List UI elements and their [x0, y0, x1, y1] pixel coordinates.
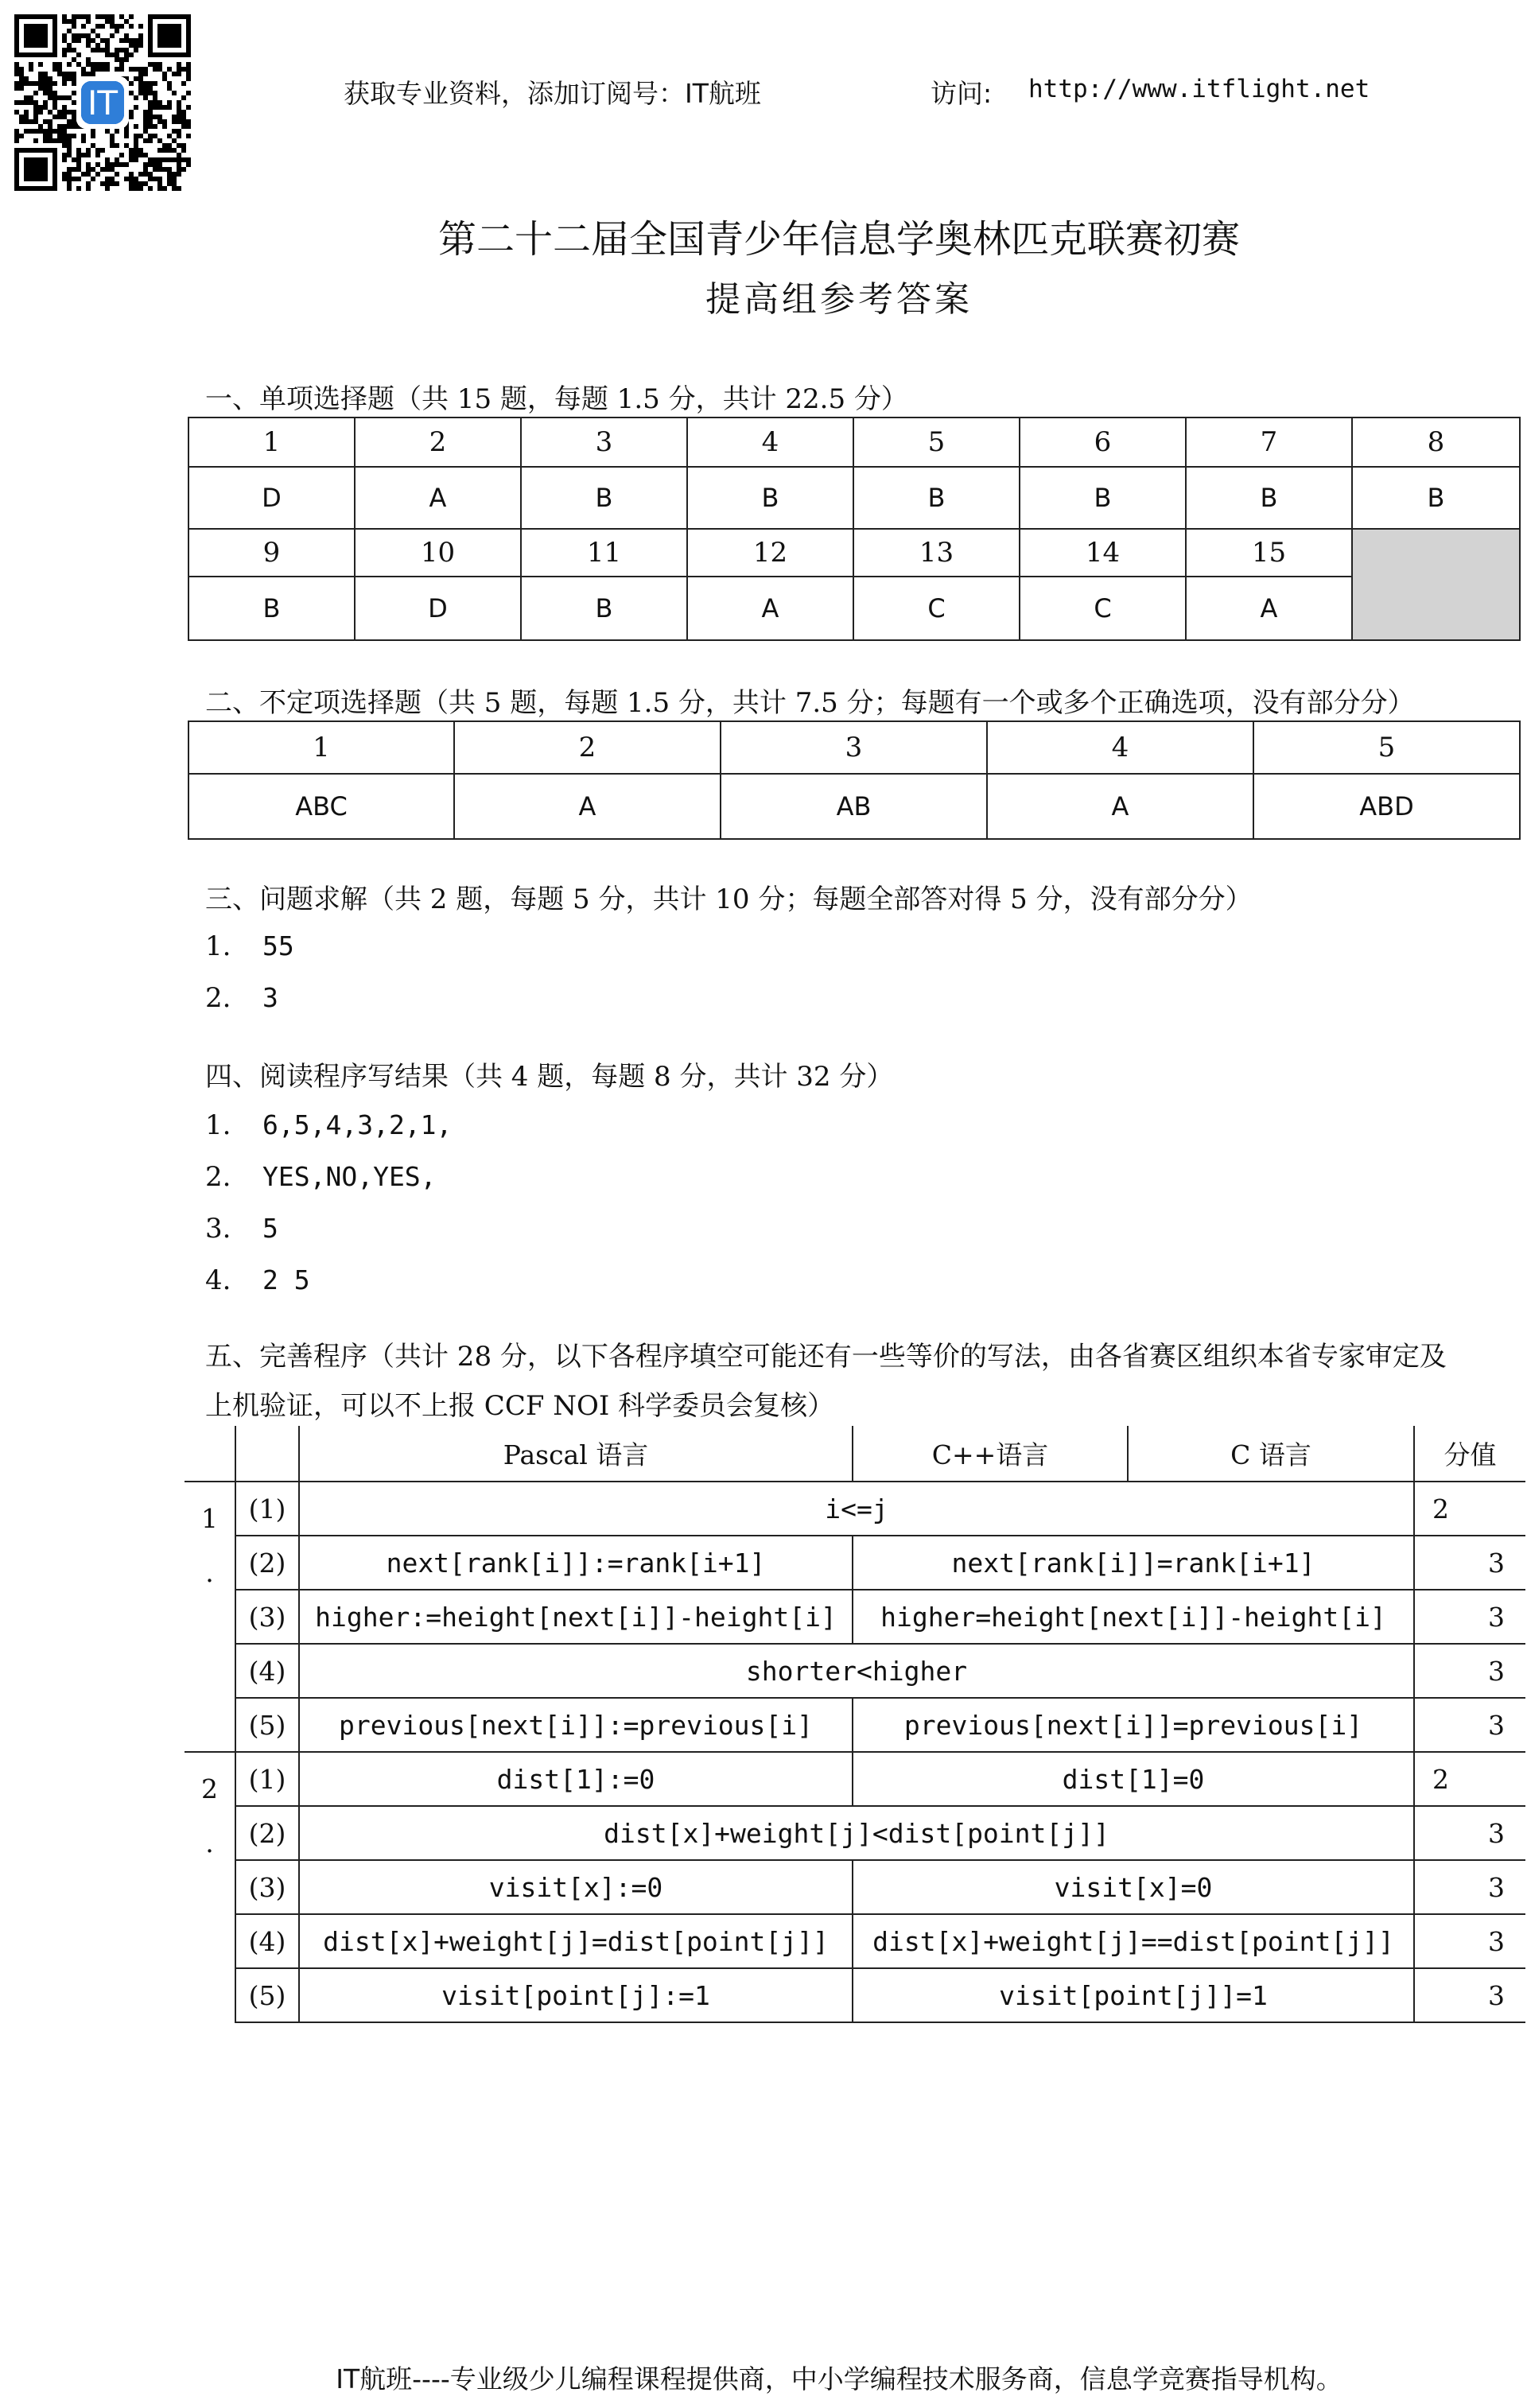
section2-heading: 二、不定项选择题（共 5 题，每题 1.5 分，共计 7.5 分；每题有一个或多个正确选项，没有部分分）	[205, 687, 1415, 719]
item-number: 4.	[205, 1264, 231, 1296]
item-number: 1.	[205, 1109, 231, 1141]
answer-pascal: next[rank[i]]:=rank[i+1]	[299, 1536, 853, 1590]
score-cell: 3	[1414, 1590, 1525, 1644]
question-number: 13	[853, 529, 1020, 577]
score-cell: 3	[1414, 1644, 1525, 1698]
question-number: 8	[1352, 418, 1520, 467]
answer-pascal: dist[x]+weight[j]=dist[point[j]]	[299, 1914, 853, 1968]
score-cell: 3	[1414, 1914, 1525, 1968]
col-header-score: 分值	[1414, 1426, 1525, 1482]
answer-cell: AB	[721, 774, 987, 839]
question-number: 4	[687, 418, 853, 467]
answer-cell: C	[1020, 577, 1186, 640]
svg-text:IT: IT	[87, 84, 119, 122]
question-number: 1	[188, 418, 355, 467]
answer-c-cpp: dist[1]=0	[853, 1752, 1414, 1806]
answer-cell: B	[1186, 467, 1352, 529]
answer-cell: A	[1186, 577, 1352, 640]
question-number: 7	[1186, 418, 1352, 467]
answer-c-cpp: previous[next[i]]=previous[i]	[853, 1698, 1414, 1752]
item-answer: 6,5,4,3,2,1,	[262, 1109, 453, 1140]
row-index: (3)	[235, 1590, 299, 1644]
corner-cell	[185, 1426, 235, 1482]
answer-pascal: higher:=height[next[i]]-height[i]	[299, 1590, 853, 1644]
header-url-link[interactable]: http://www.itflight.net	[1028, 75, 1370, 103]
question-number: 6	[1020, 418, 1186, 467]
multi-choice-table	[188, 720, 1521, 840]
answer-merged: shorter<higher	[299, 1644, 1414, 1698]
row-index: (4)	[235, 1914, 299, 1968]
group-label	[185, 1752, 235, 2022]
row-index: (1)	[235, 1482, 299, 1536]
group-label-part: 2	[201, 1773, 218, 1804]
section4-item-2	[205, 1161, 437, 1193]
page-subtitle: 提高组参考答案	[705, 279, 973, 320]
group-label-part: 1	[201, 1503, 218, 1534]
answer-pascal: previous[next[i]]:=previous[i]	[299, 1698, 853, 1752]
row-index: (1)	[235, 1752, 299, 1806]
question-number: 3	[721, 721, 987, 774]
answer-c-cpp: higher=height[next[i]]-height[i]	[853, 1590, 1414, 1644]
row-index: (4)	[235, 1644, 299, 1698]
item-answer: 2 5	[262, 1264, 310, 1295]
section4-item-3	[205, 1213, 278, 1245]
question-number: 4	[987, 721, 1253, 774]
empty-shaded-cell	[1352, 529, 1520, 640]
question-number: 11	[521, 529, 687, 577]
answer-cell: A	[454, 774, 721, 839]
section3-heading: 三、问题求解（共 2 题，每题 5 分，共计 10 分；每题全部答对得 5 分，没有部分分）	[205, 884, 1253, 915]
question-number: 12	[687, 529, 853, 577]
col-header-cpp: C++语言	[853, 1426, 1128, 1482]
answer-cell: B	[1352, 467, 1520, 529]
group-label-part: .	[205, 1557, 214, 1588]
item-number: 3.	[205, 1213, 231, 1245]
answer-cell: A	[687, 577, 853, 640]
answer-cell: B	[1020, 467, 1186, 529]
page-title: 第二十二届全国青少年信息学奥林匹克联赛初赛	[437, 217, 1240, 262]
answer-cell: A	[987, 774, 1253, 839]
answer-c-cpp: dist[x]+weight[j]==dist[point[j]]	[853, 1914, 1414, 1968]
question-number: 1	[188, 721, 454, 774]
answer-pascal: visit[x]:=0	[299, 1860, 853, 1914]
item-answer: 5	[262, 1213, 278, 1244]
score-cell: 3	[1414, 1806, 1525, 1860]
group-label-part: .	[205, 1827, 214, 1858]
answer-pascal: visit[point[j]:=1	[299, 1968, 853, 2022]
section5-heading-line2: 上机验证，可以不上报 CCF NOI 科学委员会复核）	[205, 1390, 835, 1422]
answer-cell: A	[355, 467, 521, 529]
answer-cell: D	[188, 467, 355, 529]
answer-cell: ABD	[1253, 774, 1520, 839]
header-visit-label: 访问:	[931, 78, 993, 109]
section3-item-2	[205, 982, 278, 1014]
single-choice-table	[188, 417, 1521, 641]
answer-c-cpp: next[rank[i]]=rank[i+1]	[853, 1536, 1414, 1590]
score-cell: 3	[1414, 1536, 1525, 1590]
answer-c-cpp: visit[point[j]]=1	[853, 1968, 1414, 2022]
answer-cell: B	[188, 577, 355, 640]
header-subscribe-text: 获取专业资料，添加订阅号：IT航班	[344, 78, 761, 109]
question-number: 2	[355, 418, 521, 467]
score-cell: 2	[1414, 1752, 1525, 1806]
answer-pascal: dist[1]:=0	[299, 1752, 853, 1806]
item-answer: YES,NO,YES,	[262, 1161, 437, 1192]
row-index: (5)	[235, 1968, 299, 2022]
answer-merged: dist[x]+weight[j]<dist[point[j]]	[299, 1806, 1414, 1860]
question-number: 10	[355, 529, 521, 577]
question-number: 9	[188, 529, 355, 577]
complete-program-table	[185, 1426, 1525, 2023]
score-cell: 3	[1414, 1698, 1525, 1752]
col-header-pascal: Pascal 语言	[299, 1426, 853, 1482]
answer-c-cpp: visit[x]=0	[853, 1860, 1414, 1914]
answer-cell: B	[521, 467, 687, 529]
section4-heading: 四、阅读程序写结果（共 4 题，每题 8 分，共计 32 分）	[205, 1061, 894, 1093]
item-answer: 55	[262, 930, 294, 961]
item-number: 2.	[205, 1161, 231, 1193]
answer-cell: ABC	[188, 774, 454, 839]
section1-heading: 一、单项选择题（共 15 题，每题 1.5 分，共计 22.5 分）	[205, 383, 908, 415]
answer-cell: B	[853, 467, 1020, 529]
corner-cell	[235, 1426, 299, 1482]
section4-item-4	[205, 1264, 310, 1296]
score-cell: 3	[1414, 1860, 1525, 1914]
score-cell: 3	[1414, 1968, 1525, 2022]
group-label	[185, 1482, 235, 1752]
score-cell: 2	[1414, 1482, 1525, 1536]
question-number: 5	[1253, 721, 1520, 774]
qr-code-image	[14, 14, 191, 191]
answer-cell: C	[853, 577, 1020, 640]
answer-cell: B	[687, 467, 853, 529]
section3-item-1	[205, 930, 294, 962]
col-header-c: C 语言	[1128, 1426, 1414, 1482]
question-number: 3	[521, 418, 687, 467]
row-index: (2)	[235, 1536, 299, 1590]
answer-cell: D	[355, 577, 521, 640]
answer-cell: B	[521, 577, 687, 640]
row-index: (3)	[235, 1860, 299, 1914]
question-number: 15	[1186, 529, 1352, 577]
row-index: (5)	[235, 1698, 299, 1752]
section4-item-1	[205, 1109, 452, 1141]
item-answer: 3	[262, 982, 278, 1013]
item-number: 1.	[205, 930, 231, 962]
section5-heading-line1: 五、完善程序（共计 28 分，以下各程序填空可能还有一些等价的写法，由各省赛区组织本省专家审定及	[205, 1341, 1447, 1373]
answer-merged: i<=j	[299, 1482, 1414, 1536]
page-footer: IT航班----专业级少儿编程课程提供商，中小学编程技术服务商，信息学竞赛指导机构。	[336, 2363, 1342, 2394]
item-number: 2.	[205, 982, 231, 1014]
question-number: 5	[853, 418, 1020, 467]
question-number: 2	[454, 721, 721, 774]
row-index: (2)	[235, 1806, 299, 1860]
question-number: 14	[1020, 529, 1186, 577]
